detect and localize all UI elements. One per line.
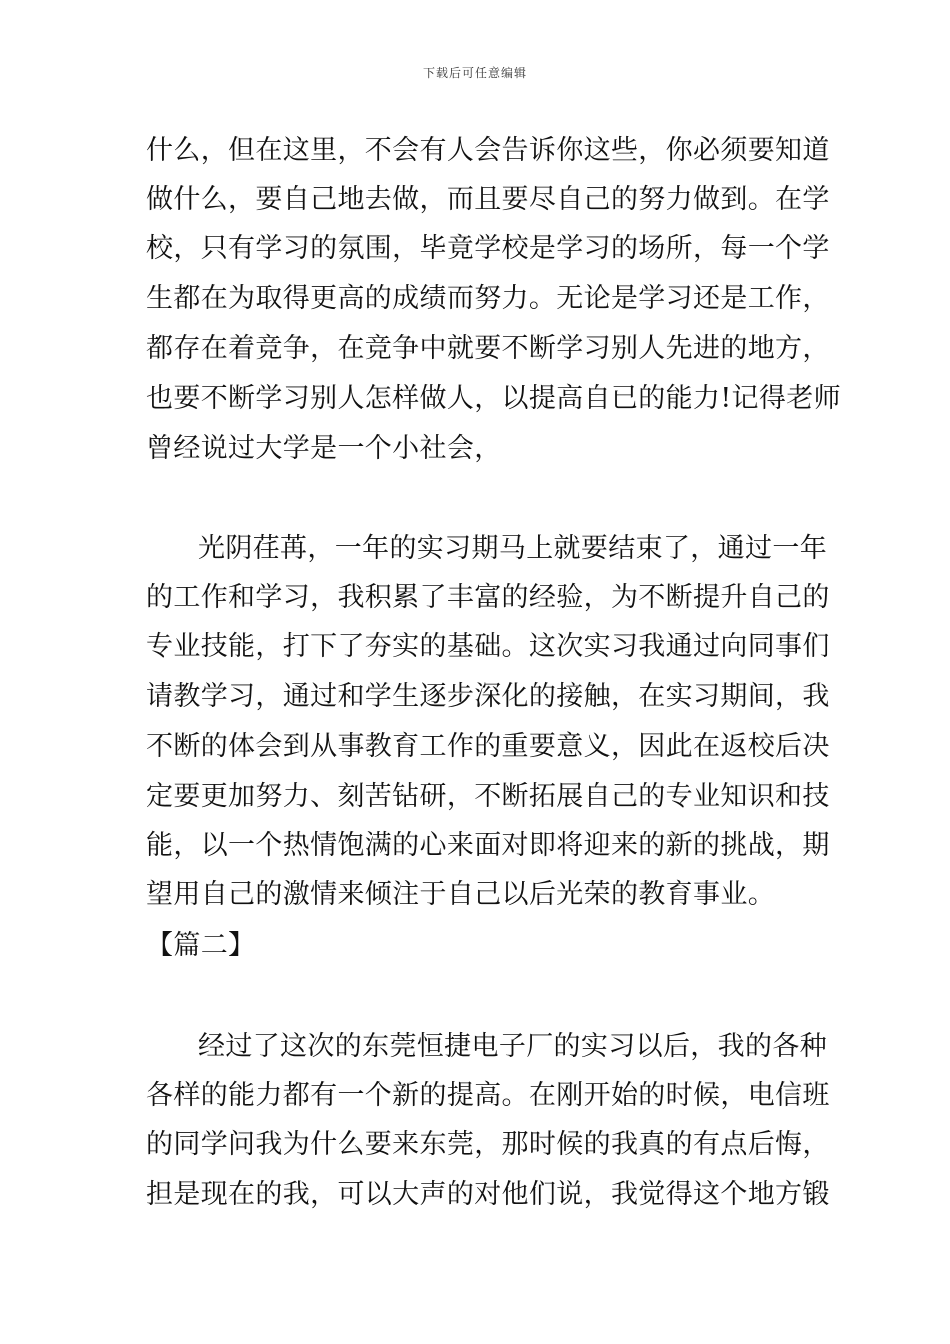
text-line: 曾经说过大学是一个小社会， [146,433,502,464]
text-line: 望用自己的激情来倾注于自己以后光荣的教育事业。 [146,879,776,910]
section-heading: 【篇二】 [146,930,256,961]
paragraph-first-line: 经过了这次的东莞恒捷电子厂的实习以后，我的各种 [198,1031,828,1062]
text-line: 的工作和学习，我积累了丰富的经验，为不断提升自己的 [146,582,830,613]
text-line: 能，以一个热情饱满的心来面对即将迎来的新的挑战，期 [146,830,830,861]
text-line: 都存在着竞争，在竞争中就要不断学习别人先进的地方， [146,333,830,364]
text-line: 的同学问我为什么要来东莞，那时候的我真的有点后悔， [146,1129,830,1160]
text-line: 请教学习，通过和学生逐步深化的接触，在实习期间，我 [146,681,830,712]
paragraph-first-line: 光阴荏苒，一年的实习期马上就要结束了，通过一年 [198,533,828,564]
text-line: 专业技能，打下了夯实的基础。这次实习我通过向同事们 [146,631,830,662]
text-line: 各样的能力都有一个新的提高。在刚开始的时候，电信班 [146,1080,830,1111]
text-line: 担是现在的我，可以大声的对他们说，我觉得这个地方锻 [146,1179,830,1210]
text-line: 也要不断学习别人怎样做人，以提高自已的能力!记得老师 [146,383,841,414]
text-line: 生都在为取得更高的成绩而努力。无论是学习还是工作， [146,283,830,314]
text-line: 什么，但在这里，不会有人会告诉你这些，你必须要知道 [146,135,830,166]
page-header: 下载后可任意编辑 [422,66,527,80]
text-line: 不断的体会到从事教育工作的重要意义，因此在返校后决 [146,731,830,762]
text-line: 定要更加努力、刻苦钻研，不断拓展自己的专业知识和技 [146,781,830,812]
text-line: 做什么，要自己地去做，而且要尽自己的努力做到。在学 [146,184,830,215]
text-line: 校，只有学习的氛围，毕竟学校是学习的场所，每一个学 [146,233,830,264]
